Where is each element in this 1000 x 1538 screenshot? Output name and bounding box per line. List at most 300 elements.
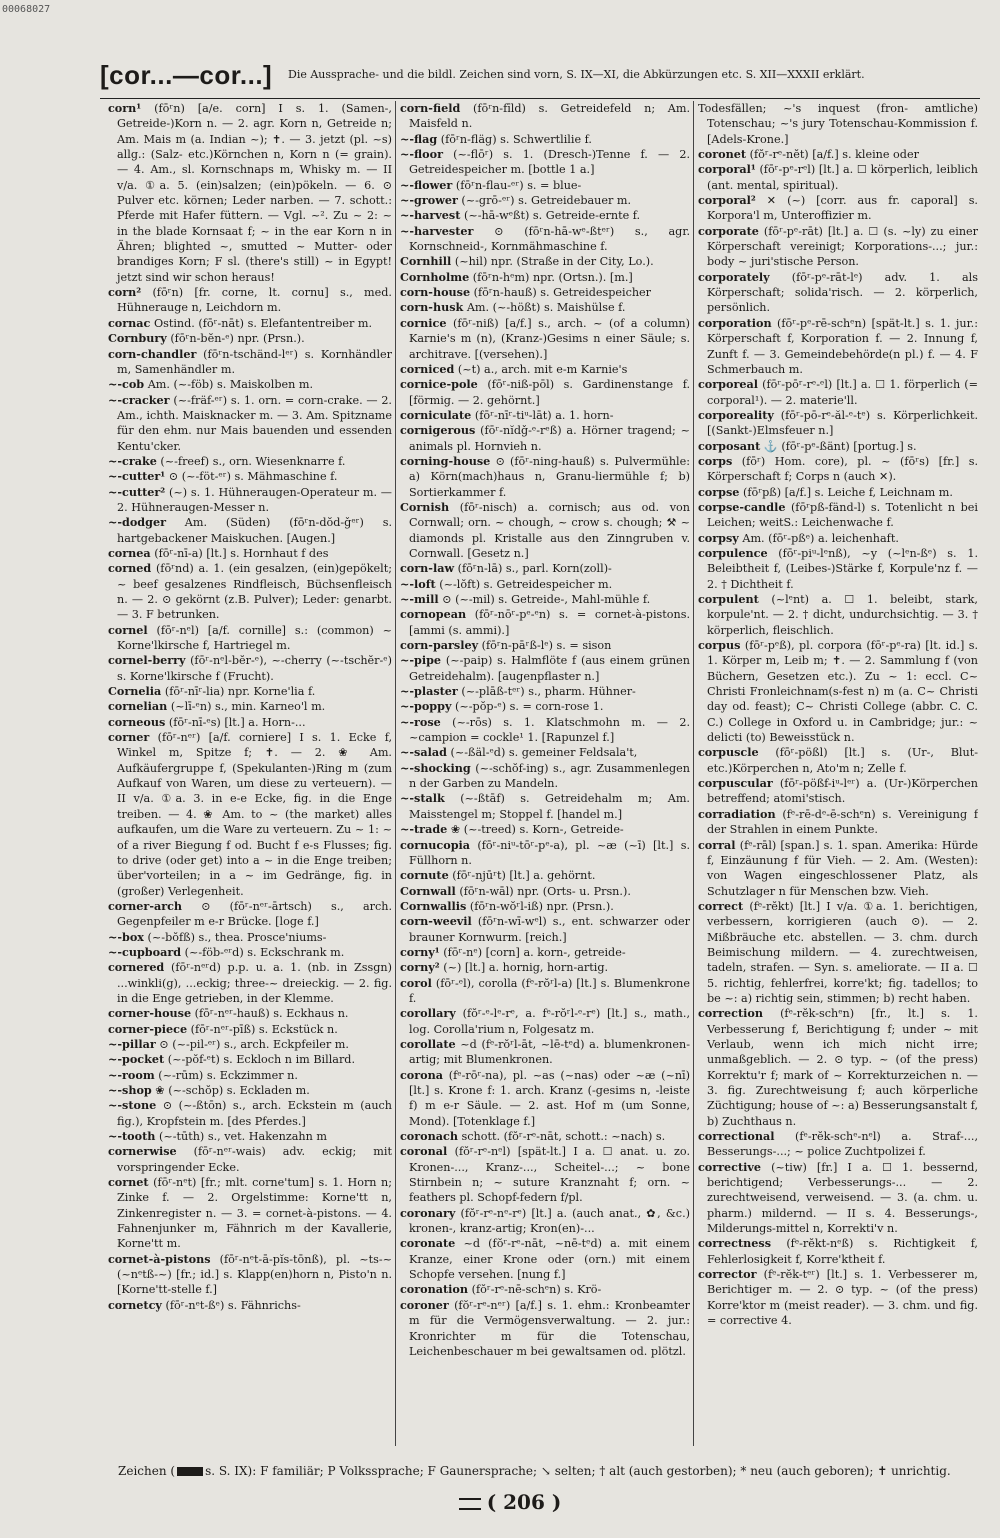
- headword: corpsy: [698, 530, 739, 545]
- headword: Cornbury: [108, 331, 167, 346]
- dictionary-entry: [400, 638, 690, 653]
- dictionary-entry: [108, 945, 392, 960]
- dictionary-entry: [698, 101, 978, 147]
- entry-definition: (fōʳ-pᵉß), pl. corpora (fōʳ-pᵉ-ra) [lt. id.] s. 1. Körper m, Leib m; ✝. — 2. Sammlung f (von Büchern, Gesetzen etc.). Zu ~ 1: eccl. C~ Christi Fronleichnam(s-fest n) m (a. C~ Christi day od. feast); C~ Christi College (abbr. C. C. C.) College in Oxford u. in Cambridge; jur.: ~ delicti (to) Beweisstück n.: [707, 639, 978, 745]
- entry-definition: (fōʳ-ᵉl), corolla (fᵉ-rŏʳl-a) [lt.] s. Blumenkrone f.: [409, 976, 690, 1005]
- entry-definition: (fŏʳ-rᵉ-nᵉ-rᵉ) [lt.] a. (auch anat., ✿, &c.) kronen-, kranz-artig; Kron(en)-...: [409, 1206, 690, 1236]
- headword: ~-flag: [400, 131, 438, 146]
- dictionary-entry: [400, 132, 690, 147]
- entry-definition: (fōʳn-lā) s., parl. Korn(zoll)-: [457, 562, 612, 576]
- headword: coronary: [400, 1205, 456, 1220]
- entry-definition: (fᵉ-rĕk-schᵉn) [fr., lt.] s. 1. Verbesserung f, Berichtigung f; under ~ mit Verlaub, wenn ich mich nicht irre; unmaßgeblich. — 2. ⊙ typ. ~ (of the press) Korrektu'r f; mark of ~ Korrekturzeichen n. — 3. fig. Zurechtweisung f; auch körperliche Züchtigung; house of ~: a) Besserungsanstalt f, b) Zuchthaus n.: [707, 1007, 978, 1128]
- entry-definition: (fŏʳ-rᵉ-nĕt) [a/f.] s. kleine oder: [749, 148, 919, 162]
- entry-definition: ⚓ (fōʳ-pᵉ-ßänt) [portug.] s.: [763, 439, 917, 453]
- entry-definition: ⊙ (fōʳ-ning-hauß) s. Pulvermühle: a) Körn(mach)haus n, Granu-liermühle f; b) Sortierkammer f.: [409, 454, 690, 499]
- dictionary-entry: [400, 607, 690, 638]
- headword: corporal¹: [698, 162, 756, 177]
- entry-definition: (fŏʳ-rᵉ-nᵉʳ) [a/f.] s. 1. ehm.: Kronbeamter m für die Vermögensverwaltung. — 2. jur.: Kronrichter m für die Totenschau, Leichenbeschauer m bei gewaltsamen od. plötzl.: [409, 1298, 690, 1358]
- dictionary-entry: [108, 1037, 392, 1052]
- dictionary-entry: [400, 1068, 690, 1129]
- dictionary-entry: [698, 485, 978, 500]
- headword: cornel: [108, 622, 148, 637]
- headword: ~-cutter²: [108, 484, 166, 499]
- headword: ~-cutter¹: [108, 469, 166, 484]
- dictionary-entry: [108, 1006, 392, 1021]
- dictionary-entry: [108, 1129, 392, 1144]
- headword: corporation: [698, 315, 772, 330]
- entry-definition: (fōʳ-nisch) a. cornisch; aus od. von Cornwall; orn. ~ chough, ~ crow s. chough; ⚒ ~ diamonds pl. Kristalle aus den Zinngruben v. Cornwall. [Gesetz n.]: [409, 500, 690, 560]
- scan-id: 00068027: [2, 4, 51, 15]
- dictionary-entry: [400, 423, 690, 454]
- double-rule-icon: [459, 1498, 481, 1510]
- dictionary-entry: [108, 561, 392, 622]
- entry-definition: Am. (fōʳ-pßᵉ) a. leichenhaft.: [742, 531, 899, 545]
- headword: coronate: [400, 1236, 456, 1251]
- dictionary-entry: [400, 1206, 690, 1237]
- entry-definition: (fōʳ-nᵉʳ-wais) adv. eckig; mit vorspringender Ecke.: [117, 1145, 392, 1174]
- headword: corona: [400, 1067, 444, 1082]
- headword: ~-loft: [400, 576, 436, 591]
- headword: corny²: [400, 960, 440, 975]
- dictionary-entry: [108, 393, 392, 454]
- headword: cornerwise: [108, 1144, 177, 1159]
- entry-definition: (~-grō-ᵉʳ) s. Getreidebauer m.: [461, 194, 632, 208]
- dictionary-entry: [698, 500, 978, 531]
- dictionary-entry: [400, 653, 690, 684]
- dictionary-entry: [400, 1129, 690, 1144]
- entry-definition: (fōʳ-nᵉt-ßᵉ) s. Fähnrichs-: [165, 1298, 301, 1312]
- entry-definition: (fōʳn-wŏʳl-iß) npr. (Prsn.).: [469, 899, 614, 913]
- dictionary-entry: [400, 976, 690, 1007]
- dictionary-entry: [698, 1267, 978, 1328]
- entry-definition: ✕ (~) [corr. aus fr. caporal] s. Korpora'l m, Unteroffizier m.: [707, 194, 978, 223]
- page-header: [100, 58, 980, 99]
- headword: corpse-candle: [698, 499, 786, 514]
- entry-definition: (fōʳ-nī-a) [lt.] s. Hornhaut f des: [154, 546, 329, 560]
- headword: corniced: [400, 361, 455, 376]
- dictionary-entry: [400, 1006, 690, 1037]
- dictionary-entry: [400, 715, 690, 746]
- dictionary-entry: [108, 1144, 392, 1175]
- headword: ~-poppy: [400, 699, 452, 714]
- dictionary-entry: [108, 1022, 392, 1037]
- entry-definition: ⊙ (fōʳn-hā-wᵉ-ßtᵉʳ) s., agr. Kornschneid-, Kornmähmaschine f.: [409, 224, 690, 254]
- dictionary-entry: [108, 623, 392, 654]
- dictionary-entry: [108, 101, 392, 285]
- headword: ~-shocking: [400, 760, 471, 775]
- headword: ~-pipe: [400, 653, 442, 668]
- dictionary-entry: [400, 791, 690, 822]
- dictionary-entry: [698, 1006, 978, 1129]
- dictionary-entry: [698, 1160, 978, 1237]
- headword: ~-dodger: [108, 515, 166, 530]
- headword: corporate: [698, 223, 759, 238]
- dictionary-entry: [108, 347, 392, 378]
- dictionary-entry: [698, 531, 978, 546]
- dictionary-entry: [698, 838, 978, 899]
- entry-definition: ⊙ (~-pil-ᵉʳ) s., arch. Eckpfeiler m.: [159, 1037, 349, 1051]
- entry-definition: (fŏʳ-ᵉ-lᵉ-rᵉ, a. fᵉ-rŏʳl-ᵉ-rᵉ) [lt.] s., math., log. Corolla'rium n, Folgesatz m.: [409, 1007, 690, 1036]
- entry-definition: Am. (Süden) (fōʳn-dŏd-ǧᵉʳ) s. hartgebackener Maiskuchen. [Augen.]: [117, 516, 392, 545]
- dictionary-entry: [400, 208, 690, 223]
- guide-words: [cor...—cor...]: [100, 60, 273, 90]
- headword: corporal²: [698, 193, 756, 208]
- entry-definition: (fōʳ-nᵉʳ-hauß) s. Eckhaus n.: [194, 1007, 349, 1021]
- dictionary-entry: [400, 838, 690, 869]
- headword: corn²: [108, 285, 142, 300]
- entry-definition: (~t) a., arch. mit e-m Karnie's: [457, 362, 628, 376]
- headword: cornetcy: [108, 1297, 162, 1312]
- entry-definition: (~-bŏfß) s., thea. Prosce'niums-: [147, 930, 327, 944]
- dictionary-entry: [698, 270, 978, 316]
- dictionary-entry: [698, 776, 978, 807]
- headword: ~-box: [108, 929, 144, 944]
- entry-definition: (~-schŏf-ing) s., agr. Zusammenlegen n der Garben zu Mandeln.: [409, 761, 690, 791]
- entry-definition: (fōʳ-pᵉ-rᵉl) [lt.] a. ☐ körperlich, leiblich (ant. mental, spiritual).: [707, 163, 978, 192]
- entry-definition: (~-plāß-tᵉʳ) s., pharm. Hühner-: [461, 685, 636, 699]
- entry-definition: (fōʳn-wī-wᵉl) s., ent. schwarzer oder brauner Kornwurm. [reich.]: [409, 915, 690, 944]
- legend-text: s. S. IX): F familiär; P Volkssprache; F Gaunersprache; ↘ selten; † alt (auch gestorben); * neu (auch geboren); ✝ unrichtig.: [205, 1464, 951, 1478]
- entry-definition: ⊙ (~-ßtōn) s., arch. Eckstein m (auch fig.), Kropfstein m. [des Pferdes.]: [117, 1099, 392, 1128]
- headword: cornelian: [108, 699, 168, 714]
- headword: ~-pocket: [108, 1052, 165, 1067]
- entry-definition: (~lᵉnt) a. ☐ 1. beleibt, stark, korpule'nt. — 2. † dicht, undurchsichtig. — 3. † körperlich, fleischlich.: [707, 593, 978, 637]
- dictionary-entry: [400, 300, 690, 315]
- dictionary-entry: [400, 868, 690, 883]
- legend-prefix: Zeichen (: [118, 1464, 176, 1478]
- entry-definition: (fōʳ-pᵉ-rē-schᵉn) [spät-lt.] s. 1. jur.: Körperschaft f, Korporation f. — 2. Innung f, Zunft f. — 3. Gemeindebehörde(n pl.) f. — 4. F Schmerbauch m.: [707, 316, 978, 376]
- headword: corn-husk: [400, 300, 464, 315]
- entry-definition: (~lī-ᵉn) s., min. Karneo'l m.: [170, 700, 326, 714]
- dictionary-entry: [698, 807, 978, 838]
- headword: corral: [698, 837, 736, 852]
- entry-definition: (fōʳ-pᵉ-rāt-lᵉ) adv. 1. als Körperschaft; solida'risch. — 2. körperlich, persönlich.: [707, 270, 978, 315]
- entry-definition: (fōʳ-niᵘ-tōʳ-pᵉ-a), pl. ~æ (~ī) [lt.] s. Füllhorn n.: [409, 838, 690, 867]
- dictionary-entry: [400, 316, 690, 362]
- entry-definition: (~-ßtāf) s. Getreidehalm m; Am. Maisstengel m; Stoppel f. [handel m.]: [409, 792, 690, 821]
- dictionary-entry: [108, 469, 392, 484]
- entry-definition: (fōʳn-wāl) npr. (Orts- u. Prsn.).: [459, 884, 631, 898]
- dictionary-entry: [108, 653, 392, 684]
- dictionary-entry: [400, 945, 690, 960]
- entry-definition: (fōʳn-bĕn-ᵉ) npr. (Prsn.).: [170, 332, 305, 346]
- entry-definition: (~-paip) s. Halmflöte f (aus einem grünen Getreidehalm). [augenpflaster n.]: [409, 654, 690, 683]
- headword: ~-trade: [400, 822, 448, 837]
- dictionary-entry: [400, 561, 690, 576]
- dictionary-entry: [108, 684, 392, 699]
- entry-definition: (fōʳ-nᵉl) [a/f. cornille] s.: (common) ~ Korne'lkirsche f, Hartriegel m.: [117, 623, 392, 653]
- dictionary-entry: [400, 884, 690, 899]
- dictionary-entry: [400, 147, 690, 178]
- entry-definition: (fōʳ-nᵉt-ā-pĭs-tōnß), pl. ~ts-~ (~nᵉtß-~) [fr.; id.] s. Klapp(en)horn n, Pisto'n n. [Korne'tt-stelle f.]: [117, 1252, 392, 1297]
- entry-definition: (fōʳ-nī-ᵉs) [lt.] a. Horn-...: [168, 715, 306, 729]
- dictionary-entry: [400, 362, 690, 377]
- dictionary-entry: [698, 439, 978, 454]
- entry-definition: (fōʳpß) [a/f.] s. Leiche f, Leichnam m.: [742, 485, 953, 499]
- headword: correctional: [698, 1129, 775, 1144]
- headword: corporeal: [698, 377, 758, 392]
- dictionary-entry: [400, 761, 690, 792]
- headword: cornet: [108, 1175, 149, 1190]
- headword: cornel-berry: [108, 653, 186, 668]
- dictionary-columns: [108, 101, 978, 1451]
- entry-definition: (fōʳ-nīʳ-lia) npr. Korne'lia f.: [164, 685, 316, 699]
- entry-definition: (fōʳ-nᵉʳ-pīß) s. Eckstück n.: [190, 1022, 338, 1036]
- entry-definition: (fᵉ-rē-dᵉ-ē-schᵉn) s. Vereinigung f der Strahlen in einem Punkte.: [707, 807, 978, 837]
- headword: Cornelia: [108, 684, 162, 699]
- headword: corner-house: [108, 1006, 192, 1021]
- dictionary-entry: [698, 316, 978, 377]
- dictionary-entry: [400, 684, 690, 699]
- dictionary-entry: [698, 638, 978, 745]
- entry-definition: schott. (fŏʳ-rᵉ-nāt, schott.: ~nach) s.: [461, 1130, 666, 1144]
- abbreviation-note: Die Aussprache- und die bildl. Zeichen sind vorn, S. IX—XI, die Abkürzungen etc. S. XII—XXXII erklärt.: [288, 68, 865, 81]
- headword: cornet-à-pistons: [108, 1251, 211, 1266]
- entry-definition: (fōʳ-njūʳt) [lt.] a. gehörnt.: [452, 869, 596, 883]
- entry-definition: (~-lŏft) s. Getreidespeicher m.: [439, 577, 613, 591]
- dictionary-entry: [400, 101, 690, 132]
- entry-definition: (~-föb-ᵉʳd) s. Eckschrank m.: [184, 945, 345, 959]
- entry-definition: (fōʳ-nīʳ-tiᵘ-lāt) a. 1. horn-: [474, 408, 614, 422]
- headword: corporeality: [698, 407, 774, 422]
- headword: cornucopia: [400, 837, 471, 852]
- entry-definition: (fŏʳ-rᵉ-nē-schᵉn) s. Krö-: [471, 1283, 602, 1297]
- dictionary-entry: [698, 162, 978, 193]
- entry-definition: (fōʳ-nᵉʳ) [a/f. corniere] I s. 1. Ecke f, Winkel m, Spitze f; ✝. — 2. ❀ Am. Aufkäufergruppe f, (Spekulanten-)Ring m (zum Aufkauf von Waren, um diese zu verteuern). — II v/a. ①a. 3. in e-e Ecke, fig. in die Enge treiben. — 4. ❀ Am. to ~ (the market) alles aufkaufen, um die Ware zu verteuern. Zu ~ 1: ~ of a river Biegung f od. Bucht f e-s Flusses; fig. to drive (oder get) into a ~ in die Enge treiben; über'vorteilen; in a ~ im Gedränge, fig. in (großer) Verlegenheit.: [117, 731, 392, 898]
- entry-definition: Ostind. (fōʳ-nāt) s. Elefantentreiber m.: [153, 316, 373, 330]
- headword: corpulent: [698, 592, 759, 606]
- headword: cornac: [108, 315, 151, 330]
- entry-definition: (~tiw) [fr.] I a. ☐ 1. bessernd, berichtigend; Verbesserungs-... — 2. zurechtweisend, verweisend. — 3. (a. chm. u. pharm.) mildernd. — II s. 4. Besserungs-, Milderungs-mittel n, Korrekti'v n.: [707, 1160, 978, 1236]
- entry-definition: (fōʳ-pōʳ-rᵉ-ᵉl) [lt.] a. ☐ 1. förperlich (= corporal¹). — 2. materie'll.: [707, 378, 978, 407]
- headword: corned: [108, 561, 152, 576]
- headword: corn¹: [108, 101, 142, 115]
- headword: corner-arch: [108, 898, 183, 913]
- dictionary-entry: [108, 699, 392, 714]
- column-1: [108, 101, 392, 1451]
- headword: ~-plaster: [400, 684, 458, 699]
- entry-definition: (~) s. 1. Hühneraugen-Operateur m. — 2. Hühneraugen-Messer n.: [117, 485, 392, 514]
- page-number-text: ( 206 ): [486, 1490, 562, 1514]
- entry-definition: (~-pŏf-ᵉt) s. Eckloch n im Billard.: [167, 1053, 356, 1067]
- symbol-legend: [118, 1464, 988, 1478]
- dictionary-entry: [400, 592, 690, 607]
- dictionary-entry: [698, 899, 978, 1006]
- headword: coronal: [400, 1144, 448, 1159]
- headword: corps: [698, 453, 733, 468]
- entry-definition: (fōʳ-pᵉ-rāt) [lt.] a. ☐ (s. ~ly) zu einer Körperschaft vereinigt; Korporations-...; jur.: body ~ juri'stische Person.: [707, 224, 978, 269]
- entry-definition: ❀ (~-schŏp) s. Eckladen m.: [155, 1084, 310, 1097]
- entry-definition: (fōʳ-nōʳ-pᵉ-ᵉn) s. = cornet-à-pistons. [ammi (s. ammi).]: [409, 608, 690, 637]
- headword: ~-harvest: [400, 208, 461, 223]
- entry-definition: (fōʳn-hauß) s. Getreidespeicher: [473, 286, 652, 300]
- dictionary-entry: [400, 270, 690, 285]
- dictionary-entry: [698, 147, 978, 162]
- dictionary-entry: [400, 1282, 690, 1297]
- entry-definition: (~hil) npr. (Straße in der City, Lo.).: [454, 255, 654, 269]
- headword: coroner: [400, 1297, 449, 1312]
- headword: corradiation: [698, 806, 776, 821]
- dictionary-entry: [108, 454, 392, 469]
- entry-definition: (fōʳ-niß-pōl) s. Gardinenstange f. [förmig. — 2. gehörnt.]: [409, 378, 690, 407]
- headword: corollate: [400, 1036, 456, 1051]
- entry-definition: (fōʳpß-fänd-l) s. Totenlicht n bei Leichen; weitS.: Leichenwache f.: [707, 500, 978, 530]
- dictionary-entry: [698, 546, 978, 592]
- dictionary-entry: [108, 1052, 392, 1067]
- headword: ~-rose: [400, 714, 441, 729]
- dictionary-entry: [400, 899, 690, 914]
- dictionary-entry: [400, 1298, 690, 1359]
- headword: corn-weevil: [400, 914, 472, 929]
- headword: ~-crake: [108, 453, 157, 468]
- entry-definition: (fōʳ-niß) [a/f.] s., arch. ~ (of a column) Karnie's m (n), (Kranz-)Gesims n einer Säule; s. architrave. [(versehen).]: [409, 316, 690, 361]
- dictionary-entry: [108, 1252, 392, 1298]
- dictionary-entry: [400, 377, 690, 408]
- entry-definition: ❀ (~-treed) s. Korn-, Getreide-: [450, 823, 624, 837]
- dictionary-entry: [108, 1068, 392, 1083]
- dictionary-entry: [400, 822, 690, 837]
- entry-definition: (~-flōʳ) s. 1. (Dresch-)Tenne f. — 2. Getreidespeicher m. [bottle 1 a.]: [409, 148, 690, 177]
- entry-definition: (~-pŏp-ᵉ) s. = corn-rose 1.: [455, 700, 604, 714]
- dictionary-entry: [400, 224, 690, 255]
- entry-definition: (fōʳn-tschänd-lᵉʳ) s. Kornhändler m, Samenhändler m.: [117, 347, 392, 376]
- dictionary-entry: [400, 1037, 690, 1068]
- dictionary-entry: [698, 408, 978, 439]
- entry-definition: ⊙ (fōʳ-nᵉʳ-ārtsch) s., arch. Gegenpfeiler m e-r Brücke. [loge f.]: [117, 899, 392, 929]
- headword: corporately: [698, 269, 770, 284]
- headword: corn-house: [400, 285, 471, 300]
- headword: ~-flower: [400, 177, 453, 192]
- entry-definition: (fōʳ-nᵉl-bĕr-ᵉ), ~-cherry (~-tschĕr-ᵉ) s. Korne'lkirsche f (Frucht).: [117, 654, 392, 683]
- entry-definition: (fōʳn-fīld) s. Getreidefeld n; Am. Maisfeld n.: [409, 102, 690, 131]
- headword: cornice: [400, 315, 447, 330]
- entry-definition: (~-freef) s., orn. Wiesenknarre f.: [160, 454, 346, 468]
- dictionary-entry: [400, 178, 690, 193]
- headword: ~-cracker: [108, 392, 170, 407]
- headword: Cornwallis: [400, 898, 467, 913]
- headword: correction: [698, 1006, 764, 1021]
- entry-definition: (~-hā-wᵉßt) s. Getreide-ernte f.: [463, 209, 641, 223]
- dictionary-entry: [400, 960, 690, 975]
- entry-definition: (fōʳ-nᵉ) [corn] a. korn-, getreide-: [443, 945, 626, 959]
- entry-definition: (fōʳn) [a/e. corn] I s. 1. (Samen-, Getreide-)Korn n. — 2. agr. Korn n, Getreide n; Am. Mais m (a. Indian ~); ✝. — 3. jetzt (pl. ~s) allg.: (Salz- etc.)Körnchen n, Korn n (= grain). — 4. Am., sl. Kornschnaps m, Whisky m. — II v/a. ①a. 5. (ein)salzen; (ein)pökeln. — 6. ⊙ Pulver etc. körnen; Leder narben. — 7. schott.: Pferde mit Hafer füttern. — Vgl. ~². Zu ~ 2: ~ in the blade Kornsaat f; ~ in the ear Korn n in Ähren; blighted ~, smutted ~ Mutter- oder brandiges Korn; F sl. (there's still) ~ in Egypt! jetzt sind wir schon heraus!: [117, 102, 392, 284]
- headword: Cornwall: [400, 883, 456, 898]
- entry-definition: (~) [lt.] a. hornig, horn-artig.: [443, 961, 609, 975]
- entry-definition: ~d (fŏʳ-rᵉ-nāt, ~nē-tᵉd) a. mit einem Kranze, einer Krone oder (orn.) mit einem Schopfe versehen. [nung f.]: [409, 1237, 690, 1282]
- headword: corrector: [698, 1267, 757, 1282]
- column-divider: [395, 101, 396, 1446]
- entry-definition: (fōʳn-flau-ᵉʳ) s. = blue-: [455, 178, 582, 192]
- headword: ~-stalk: [400, 791, 445, 806]
- headword: corniculate: [400, 407, 472, 422]
- entry-definition: (fōʳ-nĭdǧ-ᵉ-rᵉß) a. Hörner tragend; ~ animals pl. Hornvieh n.: [409, 424, 690, 453]
- entry-definition: (fᵉ-rāl) [span.] s. 1. span. Amerika: Hürde f, Einzäunung f für Vieh. — 2. Am. (Westen): von Wagen eingeschlossener Platz, als Schutzlager n für Menschen bzw. Vieh.: [707, 838, 978, 898]
- dictionary-entry: [400, 193, 690, 208]
- dictionary-entry: [698, 377, 978, 408]
- headword: ~-stone: [108, 1098, 157, 1113]
- headword: coronation: [400, 1282, 469, 1297]
- dictionary-entry: [400, 699, 690, 714]
- headword: Cornish: [400, 499, 450, 514]
- headword: ~-room: [108, 1067, 155, 1082]
- entry-definition: (fōʳ-piᵘ-lᵉnß), ~y (~lᵉn-ßᵉ) s. 1. Beleibtheit f, (Leibes-)Stärke f, Korpule'nz f. — 2. † Dichtheit f.: [707, 546, 978, 591]
- entry-definition: (fŏʳ-rᵉ-nᵉl) [spät-lt.] I a. ☐ anat. u. zo. Kronen-..., Kranz-..., Scheitel-...; ~ bone Stirnbein n; ~ suture Kranznaht f; orn. ~ feathers pl. Schopf-federn f/pl.: [409, 1145, 690, 1205]
- headword: corn-law: [400, 561, 455, 576]
- entry-definition: (fᵉ-rōʳ-na), pl. ~as (~nas) oder ~æ (~nī) [lt.] s. Krone f: 1. arch. Kranz (-gesims n, -leiste f) m e-r Säule. — 2. ast. Hof m (um Sonne, Mond). [Totenklage f.]: [409, 1068, 690, 1128]
- entry-definition: (fōʳ-nᵉt) [fr.; mlt. corne'tum] s. 1. Horn n; Zinke f. — 2. Orgelstimme: Korne'tt n, Zinkenregister n. — 3. = cornet-à-pistons. — 4. Fahnenjunker m, Fähnrich m der Kavallerie, Korne'tt m.: [117, 1176, 392, 1251]
- headword: ~-salad: [400, 745, 447, 760]
- entry-definition: ⊙ (~-föt-ᵉʳ) s. Mähmaschine f.: [168, 470, 338, 484]
- dictionary-entry: [108, 1083, 392, 1098]
- headword: ~-cob: [108, 377, 145, 392]
- dictionary-entry: [400, 500, 690, 561]
- headword: ~-mill: [400, 592, 439, 606]
- headword: corning-house: [400, 453, 491, 468]
- headword: corpuscle: [698, 745, 759, 760]
- headword: corpse: [698, 484, 740, 499]
- headword: Cornholme: [400, 269, 470, 284]
- entry-definition: (fᵉ-rĕkt) [lt.] I v/a. ①a. 1. berichtigen, verbessern, korrigieren (auch ⊙). — 2. Mißbräuche etc. abstellen. — 3. chm. durch Beimischung mildern. — 4. zurechtweisen, tadeln, strafen. — Syn. s. ameliorate. — II a. ☐ 5. richtig, fehlerfrei, korre'kt; fig. tadellos; to be ~: a) richtig sein, stimmen; b) recht haben.: [707, 899, 978, 1005]
- entry-definition: (~-rōs) s. 1. Klatschmohn m. — 2. ~campion = cockle¹ 1. [Rapunzel f.]: [409, 715, 690, 745]
- headword: corol: [400, 975, 432, 990]
- headword: cornered: [108, 960, 165, 975]
- dictionary-entry: [108, 960, 392, 1006]
- dictionary-entry: [698, 193, 978, 224]
- entry-definition: (~-ßäl-ᵉd) s. gemeiner Feldsala't,: [450, 746, 638, 760]
- dictionary-entry: [698, 1236, 978, 1267]
- headword: corpulence: [698, 545, 768, 560]
- dictionary-entry: [400, 745, 690, 760]
- headword: cornice-pole: [400, 377, 478, 392]
- headword: corn-field: [400, 101, 461, 115]
- headword: ~-pillar: [108, 1036, 156, 1051]
- headword: corner-piece: [108, 1021, 188, 1036]
- headword: ~-cupboard: [108, 944, 182, 959]
- entry-definition: ⊙ (~-mil) s. Getreide-, Mahl-mühle f.: [442, 593, 651, 606]
- column-3: [698, 101, 978, 1451]
- entry-definition: Am. (~-hößt) s. Maishülse f.: [466, 301, 626, 315]
- headword: cornea: [108, 545, 151, 560]
- dictionary-entry: [108, 316, 392, 331]
- headword: coronet: [698, 147, 747, 162]
- headword: corn-chandler: [108, 346, 197, 361]
- headword: ~-tooth: [108, 1129, 156, 1144]
- dictionary-entry: [108, 930, 392, 945]
- headword: corrective: [698, 1159, 762, 1174]
- headword: corneous: [108, 714, 166, 729]
- dictionary-entry: [400, 577, 690, 592]
- dictionary-entry: [400, 285, 690, 300]
- dictionary-entry: [400, 1236, 690, 1282]
- dictionary-entry: [698, 224, 978, 270]
- dictionary-entry: [400, 1144, 690, 1205]
- headword: ~-grower: [400, 193, 458, 208]
- headword: correctness: [698, 1236, 772, 1251]
- dictionary-entry: [108, 1175, 392, 1252]
- column-2: [400, 101, 690, 1451]
- entry-definition: (fōʳn-fläg) s. Schwertlilie f.: [440, 132, 592, 146]
- entry-definition: (fᵉ-rĕkt-nᵉß) s. Richtigkeit f, Fehlerlosigkeit f, Korre'ktheit f.: [707, 1237, 978, 1266]
- entry-definition: (~-tūth) s., vet. Hakenzahn m: [158, 1130, 327, 1144]
- headword: correct: [698, 898, 744, 913]
- entry-definition: (fᵉ-rĕk-tᵉʳ) [lt.] s. 1. Verbesserer m, Berichtiger m. — 2. ⊙ typ. ~ (of the press) Korre'ktor m (meist reader). — 3. chm. und fig. = corrective 4.: [707, 1268, 978, 1328]
- dictionary-entry: [698, 1129, 978, 1160]
- entry-definition: (~-rūm) s. Eckzimmer n.: [158, 1068, 298, 1082]
- entry-definition: (~-fräf-ᵉʳ) s. 1. orn. = corn-crake. — 2. Am., ichth. Maisknacker m. — 3. Am. Spitzname für den ehm. nur Mais bauenden und essenden Kentu'cker.: [117, 393, 392, 453]
- entry-definition: Todesfällen; ~'s inquest (fron- amtliche) Totenschau; ~'s jury Totenschau-Kommission f. [Adels-Krone.]: [698, 102, 978, 146]
- headword: cornopean: [400, 607, 467, 622]
- entry-definition: (fōʳn) [fr. corne, lt. cornu] s., med. Hühnerauge n, Leichdorn m.: [117, 286, 392, 315]
